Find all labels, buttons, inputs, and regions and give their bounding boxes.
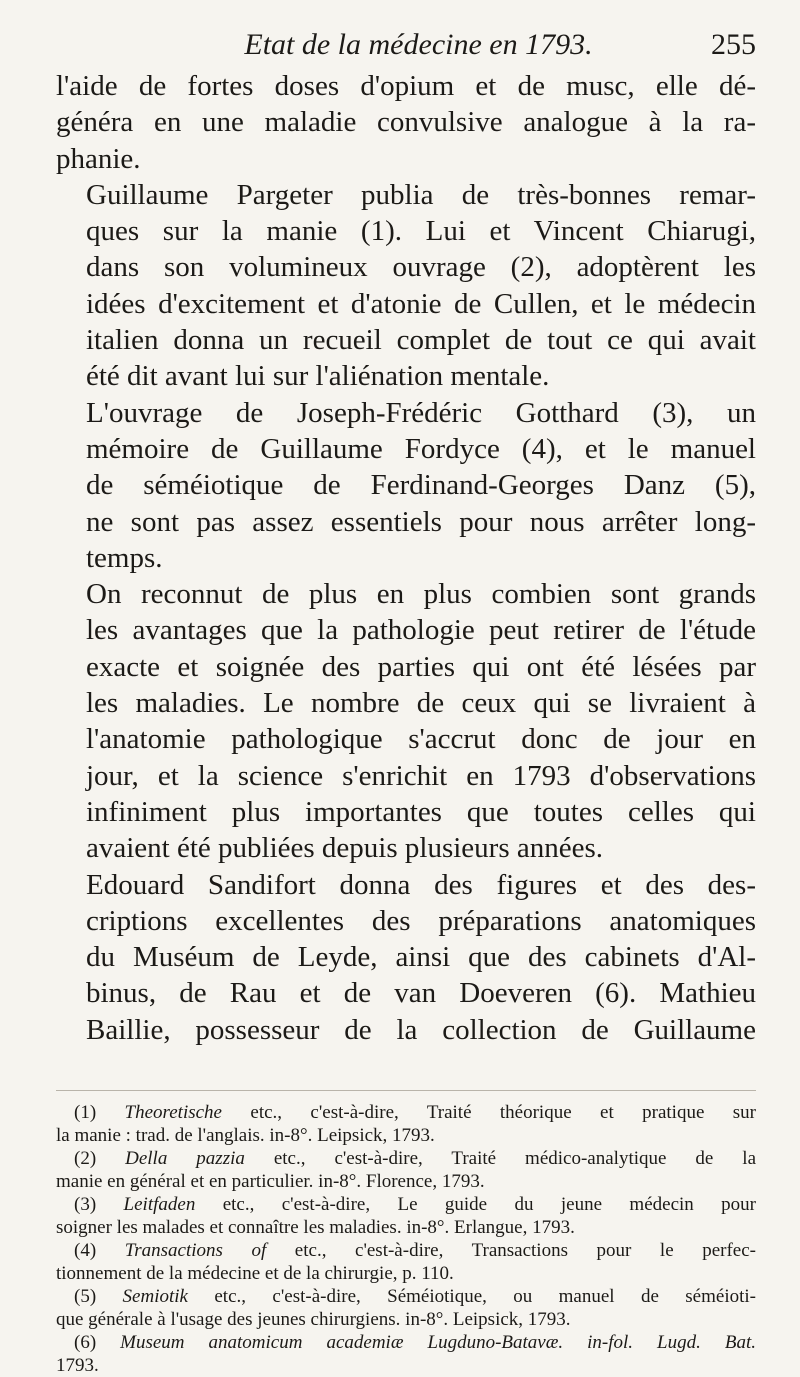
footnote-text: etc., c'est-à-dire, Le guide du jeune médecin pour [195, 1194, 756, 1216]
footnote-text: etc., c'est-à-dire, Transactions pour le perfec- [266, 1240, 756, 1262]
footnote-title: Leitfaden [123, 1194, 196, 1216]
text-line: jour, et la science s'enrichit en 1793 d'observations [86, 759, 756, 792]
footnote-title: Della pazzia [125, 1148, 245, 1170]
text-line: dans son volumineux ouvrage (2), adoptèrent les [86, 251, 756, 284]
footnote-line [56, 1193, 756, 1216]
footnote-title: Semiotik [122, 1286, 188, 1308]
footnote-line [56, 1331, 756, 1354]
text-line: avaient été publiées depuis plusieurs années. [86, 832, 604, 865]
paragraph-sandifort [56, 867, 756, 1048]
text-line: les avantages que la pathologie peut retirer de l'étude [86, 614, 756, 647]
running-title: Etat de la médecine en 1793. [244, 28, 593, 61]
footnote-line [56, 1239, 756, 1262]
text-line: Edouard Sandifort donna des figures et des des- [86, 868, 756, 901]
footnote-1 [56, 1101, 756, 1147]
footnote-line: soigner les malades et connaître les maladies. in-8°. Erlangue, 1793. [56, 1217, 575, 1239]
footnote-line [56, 1285, 756, 1308]
footnote-line [56, 1147, 756, 1170]
footnote-title: Theoretische [124, 1102, 222, 1124]
footnote-marker: (2) [74, 1148, 97, 1170]
footnote-marker: (3) [74, 1194, 97, 1216]
text-line: temps. [86, 541, 163, 574]
footnote-marker: (6) [74, 1332, 97, 1354]
footnote-text: etc., c'est-à-dire, Traité médico-analytique de la [244, 1148, 757, 1170]
footnote-line: tionnement de la médecine et de la chirurgie, p. 110. [56, 1263, 454, 1285]
text-line: phanie. [56, 142, 141, 175]
text-line: binus, de Rau et de van Doeveren (6). Mathieu [86, 977, 756, 1010]
text-line: généra en une maladie convulsive analogue à la ra- [56, 106, 756, 139]
paragraph-gotthard [56, 395, 756, 576]
footnote-marker: (5) [74, 1286, 97, 1308]
footnote-marker: (4) [74, 1240, 97, 1262]
page-number: 255 [711, 28, 756, 61]
text-line: idées d'excitement et d'atonie de Cullen, et le médecin [86, 287, 756, 320]
text-line: été dit avant lui sur l'aliénation mentale. [86, 360, 550, 393]
footnote-line [56, 1101, 756, 1124]
footnote-text: etc., c'est-à-dire, Séméiotique, ou manuel de séméioti- [187, 1286, 756, 1308]
footnote-title: Museum anatomicum academiæ Lugduno-Batavæ. in-fol. Lugd. Bat. [120, 1332, 756, 1354]
text-line: du Muséum de Leyde, ainsi que des cabinets d'Al- [86, 941, 756, 974]
text-line: l'anatomie pathologique s'accrut donc de jour en [86, 723, 756, 756]
text-line: Baillie, possesseur de la collection de Guillaume [86, 1013, 756, 1046]
text-line: infiniment plus importantes que toutes celles qui [86, 795, 756, 828]
text-line: ne sont pas assez essentiels pour nous arrêter long- [86, 505, 756, 538]
body-text [56, 68, 756, 1048]
text-line: de séméiotique de Ferdinand-Georges Danz (5), [86, 469, 756, 502]
footnote-title: Transactions of [124, 1240, 267, 1262]
footnote-line: 1793. [56, 1355, 99, 1377]
footnote-6 [56, 1331, 756, 1377]
text-line: criptions excellentes des préparations anatomiques [86, 904, 756, 937]
footnotes [56, 1090, 756, 1377]
text-line: ques sur la manie (1). Lui et Vincent Chiarugi, [86, 215, 756, 248]
footnote-5 [56, 1285, 756, 1331]
text-line: exacte et soignée des parties qui ont été lésées par [86, 650, 756, 683]
paragraph-pargeter [56, 177, 756, 395]
text-line: Guillaume Pargeter publia de très-bonnes remar- [86, 178, 756, 211]
text-line: italien donna un recueil complet de tout ce qui avait [86, 324, 756, 357]
footnote-line: la manie : trad. de l'anglais. in-8°. Leipsick, 1793. [56, 1125, 435, 1147]
footnote-4 [56, 1239, 756, 1285]
footnote-text: etc., c'est-à-dire, Traité théorique et pratique sur [222, 1102, 756, 1124]
footnote-line: manie en général et en particulier. in-8°. Florence, 1793. [56, 1171, 485, 1193]
text-line: mémoire de Guillaume Fordyce (4), et le manuel [86, 432, 756, 465]
text-line: les maladies. Le nombre de ceux qui se livraient à [86, 687, 756, 720]
paragraph-continuation [56, 68, 756, 177]
footnote-3 [56, 1193, 756, 1239]
text-line: On reconnut de plus en plus combien sont grands [86, 578, 756, 611]
running-head [56, 28, 756, 68]
text-line: L'ouvrage de Joseph-Frédéric Gotthard (3), un [86, 396, 756, 429]
paragraph-pathologie [56, 576, 756, 866]
footnote-line: que générale à l'usage des jeunes chirurgiens. in-8°. Leipsick, 1793. [56, 1309, 571, 1331]
text-line: l'aide de fortes doses d'opium et de musc, elle dé- [56, 70, 756, 102]
footnote-2 [56, 1147, 756, 1193]
footnote-marker: (1) [74, 1102, 97, 1124]
